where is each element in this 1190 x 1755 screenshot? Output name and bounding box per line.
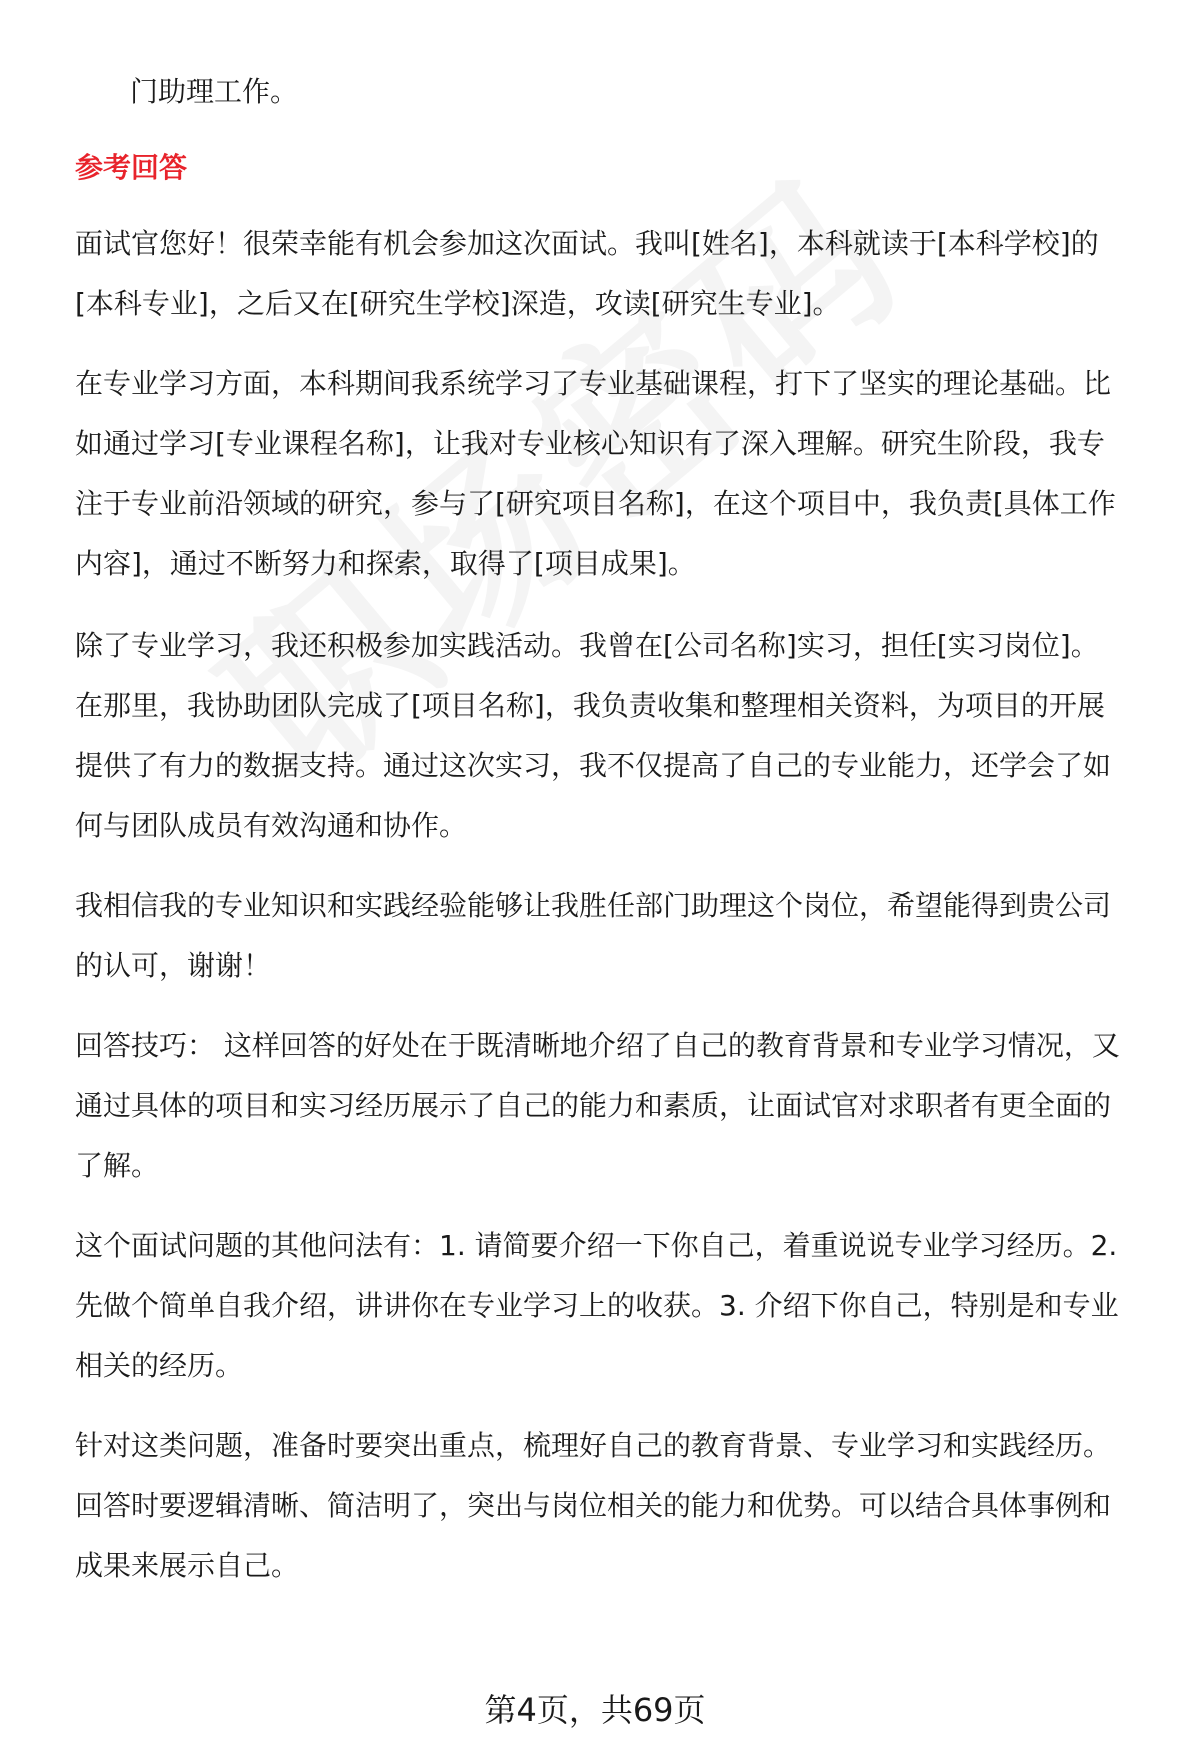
paragraph-practice: 除了专业学习，我还积极参加实践活动。我曾在[公司名称]实习，担任[实习岗位]。在那里，我协助团队完成了[项目名称]，我负责收集和整理相关资料，为项目的开展提供了有力的数据支持。通过这次实习，我不仅提高了自己的专业能力，还学会了如何与团队成员有效沟通和协作。	[75, 629, 1112, 842]
continuation-text: 门助理工作。	[130, 75, 299, 108]
paragraph-study: 在专业学习方面，本科期间我系统学习了专业基础课程，打下了坚实的理论基础。比如通过学习[专业课程名称]，让我对专业核心知识有了深入理解。研究生阶段，我专注于专业前沿领域的研究，参与了[研究项目名称]，在这个项目中，我负责[具体工作内容]，通过不断努力和探索，取得了[项目成果]。	[75, 367, 1116, 580]
paragraph-alternative-questions: 这个面试问题的其他问法有：1. 请简要介绍一下你自己，着重说说专业学习经历。2. 先做个简单自我介绍，讲讲你在专业学习上的收获。3. 介绍下你自己，特别是和专业相关的经历。	[75, 1229, 1119, 1382]
paragraph-answer-tips: 回答技巧： 这样回答的好处在于既清晰地介绍了自己的教育背景和专业学习情况，又通过具体的项目和实习经历展示了自己的能力和素质，让面试官对求职者有更全面的了解。	[75, 1029, 1120, 1182]
paragraph-intro: 面试官您好！很荣幸能有机会参加这次面试。我叫[姓名]，本科就读于[本科学校]的[本科专业]，之后又在[研究生学校]深造，攻读[研究生专业]。	[75, 227, 1099, 320]
paragraph-closing: 我相信我的专业知识和实践经验能够让我胜任部门助理这个岗位，希望能得到贵公司的认可，谢谢！	[75, 889, 1112, 982]
paragraph-preparation-advice: 针对这类问题，准备时要突出重点，梳理好自己的教育背景、专业学习和实践经历。回答时要逻辑清晰、简洁明了，突出与岗位相关的能力和优势。可以结合具体事例和成果来展示自己。	[75, 1429, 1112, 1582]
section-heading-reference-answer: 参考回答	[75, 151, 188, 184]
document-body	[75, 62, 1120, 1614]
page-indicator: 第4页，共69页	[484, 1691, 706, 1729]
